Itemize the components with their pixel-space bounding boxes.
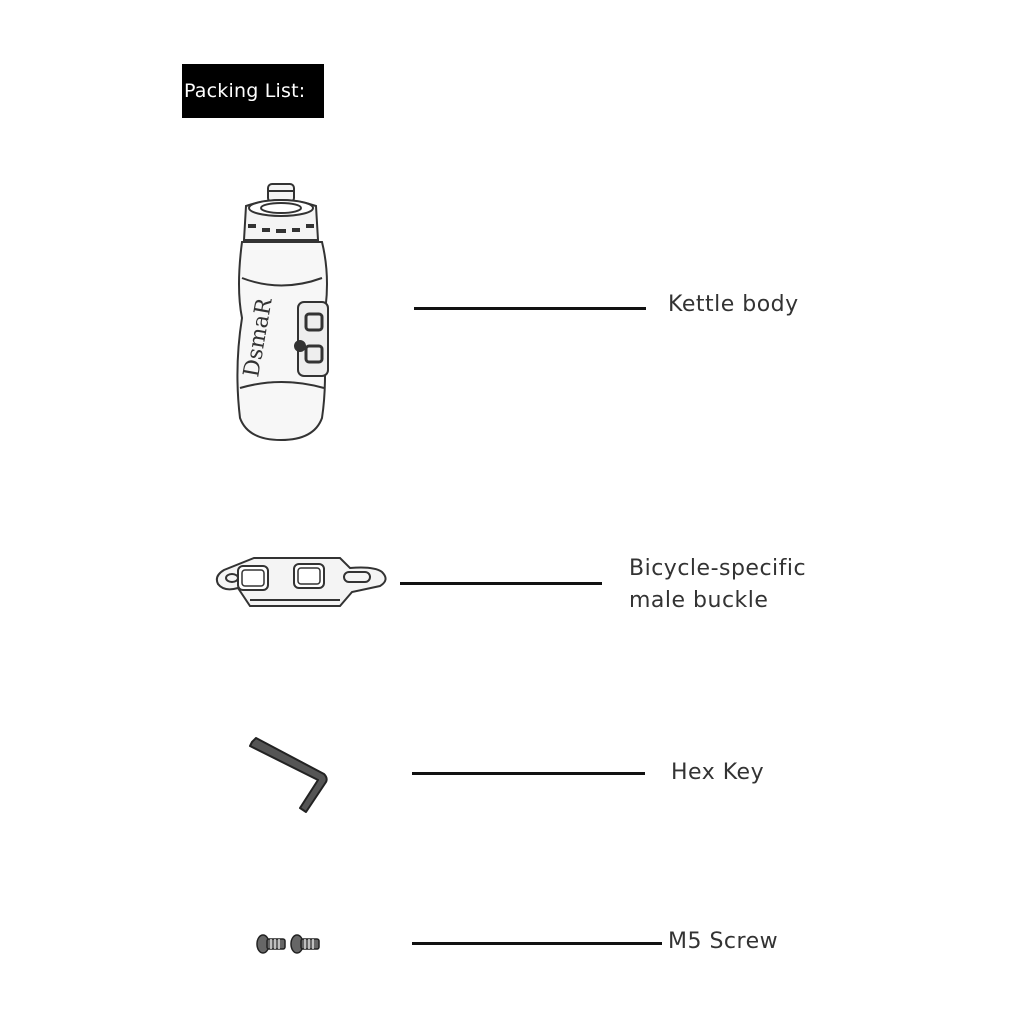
leader-line [412,772,645,775]
bottle-logo: DsmaR [239,296,278,380]
leader-line [414,307,646,310]
item-label: Bicycle-specific [629,556,807,581]
page-title: Packing List: [184,80,306,102]
water-bottle-icon [228,178,338,448]
leader-line [412,942,662,945]
buckle-mount-icon [210,548,390,618]
packing-list-header [182,64,324,118]
item-label: Hex Key [671,760,765,785]
item-label: Kettle body [668,292,799,317]
hex-key-icon [244,734,334,818]
screw-icon [254,932,324,956]
item-label: male buckle [629,588,769,613]
leader-line [400,582,602,585]
item-label: M5 Screw [668,929,779,954]
